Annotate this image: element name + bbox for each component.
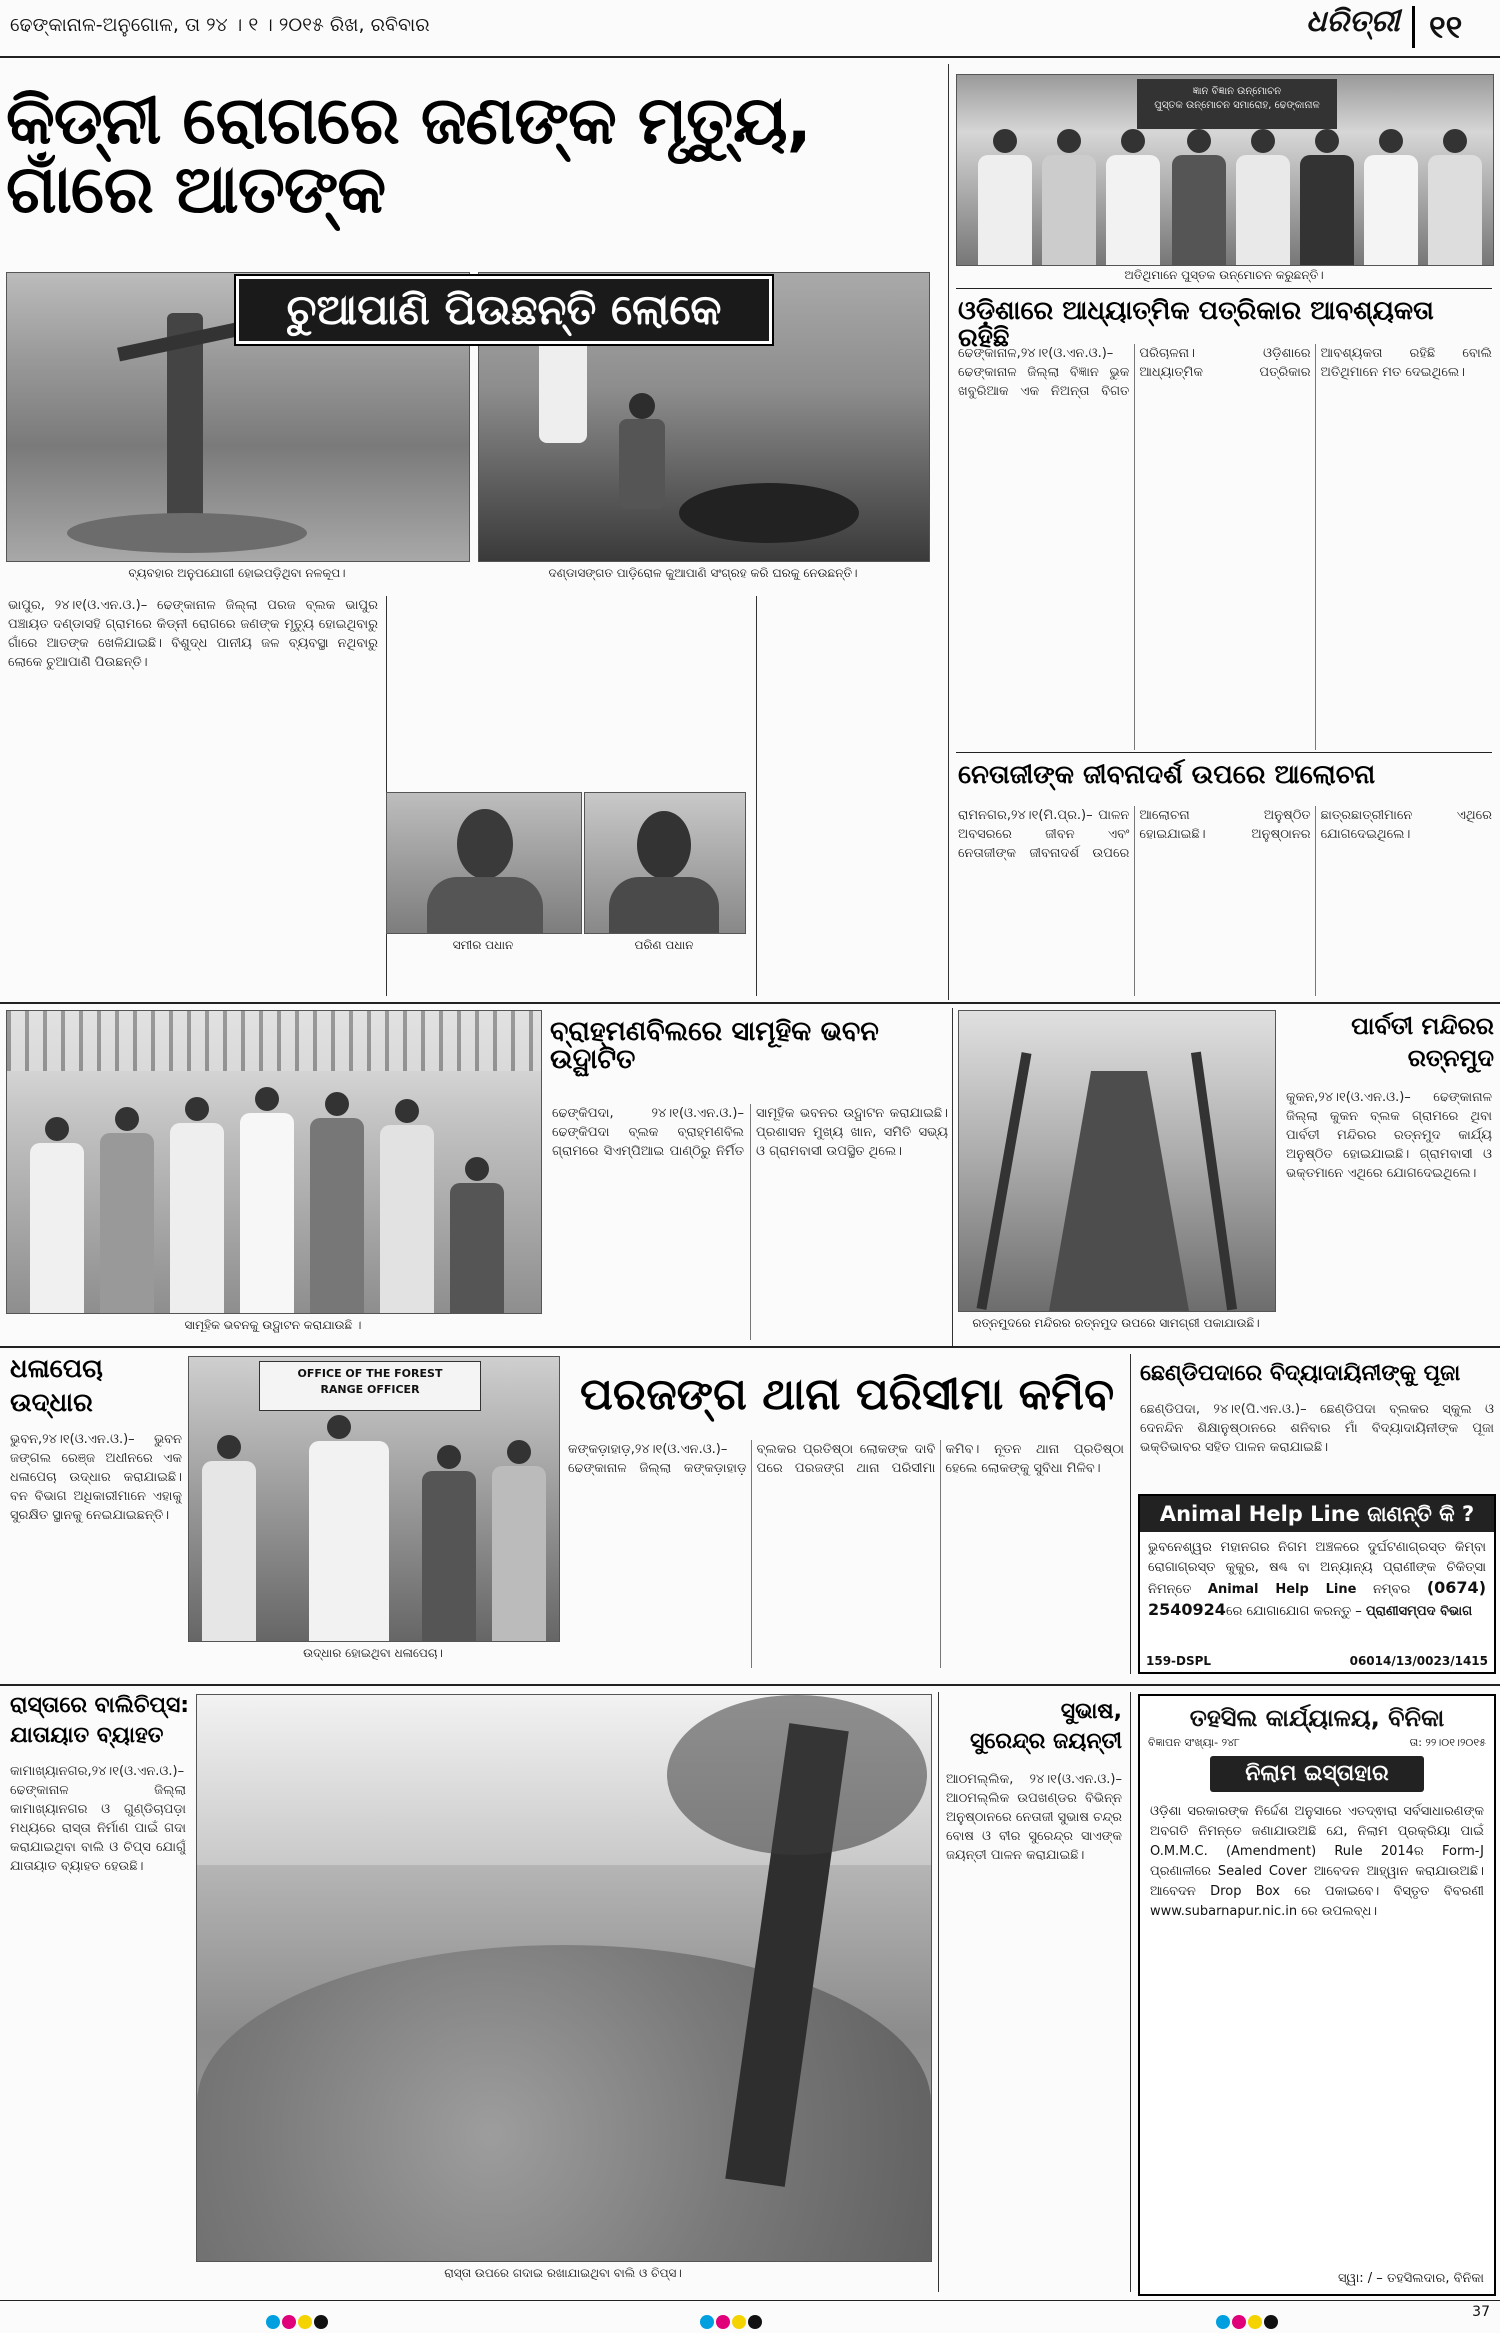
portrait-samir bbox=[386, 792, 582, 934]
lead-kicker-text: ଚୁଆପାଣି ପିଉଛନ୍ତି ଲୋକେ bbox=[286, 285, 722, 334]
community-hall-headline: ବ୍ରାହ୍ମଣବିଲରେ ସାମୂହିକ ଭବନ ଉଦ୍ଘାଟିତ bbox=[550, 1016, 879, 1076]
portrait-samir-caption: ସମୀର ପଧାନ bbox=[452, 938, 514, 952]
forest-office-caption: ଉଦ୍ଧାର ହୋଇଥିବା ଧଳାପେଚା। bbox=[303, 1646, 443, 1660]
road-body: କାମାଖ୍ୟାନଗର,୨୪।୧(ଓ.ଏନ.ଓ.)– ଢେଙ୍କାନାଳ ଜିଲ୍ଲା କାମାଖ୍ୟାନଗର ଓ ଗୁଣ୍ଡିଚାପଡ଼ା ମଧ୍ୟରେ ରାସ୍ତା ନିର୍ମାଣ ପାଇଁ ଗଦା କରାଯାଇଥିବା ବାଲି ଓ ଚିପ୍ସ ଯୋଗୁଁ ଯାତାୟାତ ବ୍ୟାହତ ହେଉଛି। bbox=[10, 1764, 186, 1874]
footer-page-number: 37 bbox=[1472, 2304, 1490, 2320]
turtle-headline-2: ଉଦ୍ଧାର bbox=[10, 1388, 93, 1418]
registration-marks-3 bbox=[1216, 2314, 1280, 2333]
page-number-badge bbox=[1412, 6, 1495, 48]
ad-code-right: 06014/13/0023/1415 bbox=[1349, 1654, 1488, 1668]
banner-line1: ଜ୍ଞାନ ବିଜ୍ଞାନ ଉନ୍ମୋଚନ bbox=[1192, 86, 1282, 97]
tender-title: ନିଲାମ ଇସ୍ତାହାର bbox=[1210, 1756, 1424, 1792]
netaji-body: ରାମନଗର,୨୪।୧(ମି.ପ୍ର.)– ପାଳନ ଅବସରରେ ଜୀବନ ଏବଂ ନେତାଜୀଙ୍କ ଜୀବନାଦର୍ଶ ଉପରେ ଆଲୋଚନା ଅନୁଷ୍ଠିତ ହୋଇଯାଇଛି। ଅନୁଷ୍ଠାନର ଛାତ୍ରଛାତ୍ରୀମାନେ ଏଥିରେ ଯୋଗଦେଇଥିଲେ। bbox=[958, 808, 1492, 861]
animal-helpline-text: ଭୁବନେଶ୍ୱର ମହାନଗର ନିଗମ ଅଞ୍ଚଳରେ ଦୁର୍ଘଟଣାଗ୍ରସ୍ତ କିମ୍ବା ରୋଗାଗ୍ରସ୍ତ କୁକୁର, ଷଣ୍ଢ ବା ଅନ୍ୟାନ୍ୟ ପ୍ରାଣୀଙ୍କ ଚିକିତ୍ସା ନିମନ୍ତେ Animal Help Line ନମ୍ବର (0674) 2540924ରେ ଯୋଗାଯୋଗ କରନ୍ତୁ – ପ୍ରାଣୀସମ୍ପଦ ବିଭାଗ bbox=[1148, 1540, 1486, 1619]
parbati-body: କୁକନ,୨୪।୧(ଓ.ଏନ.ଓ.)– ଢେଙ୍କାନାଳ ଜିଲ୍ଲା କୁକନ ବ୍ଲକ ଗ୍ରାମରେ ଥିବା ପାର୍ବତୀ ମନ୍ଦିରର ରତ୍ନମୁଦ କାର୍ଯ୍ୟ ଅନୁଷ୍ଠିତ ହୋଇଯାଇଛି। ଗ୍ରାମବାସୀ ଓ ଭକ୍ତମାନେ ଏଥିରେ ଯୋଗଦେଇଥିଲେ। bbox=[1286, 1090, 1492, 1181]
lead-body-col3 bbox=[764, 596, 944, 996]
registration-marks bbox=[266, 2314, 1266, 2332]
community-hall-body: ଢେଙ୍କିପଦା, ୨୪।୧(ଓ.ଏନ.ଓ.)– ଢେଙ୍କିପଦା ବ୍ଲକ ବ୍ରାହ୍ମଣବିଲ ଗ୍ରାମରେ ସିଏମ୍‌ପିଆଇ ପାଣ୍ଠିରୁ ନିର୍ମିତ ସାମୂହିକ ଭବନର ଉଦ୍ଘାଟନ କରାଯାଇଛି। ପ୍ରଶାସନ ମୁଖ୍ୟ ଖାନ, ସମିତି ସଭ୍ୟ ଓ ଗ୍ରାମବାସୀ ଉପସ୍ଥିତ ଥିଲେ। bbox=[552, 1106, 948, 1159]
tender-signature: ସ୍ୱା: / – ତହସିଲଦାର, ବିନିକା bbox=[1338, 2271, 1484, 2286]
tender-body: ଓଡ଼ିଶା ସରକାରଙ୍କ ନିର୍ଦ୍ଦେଶ ଅନୁସାରେ ଏତଦ୍ଵାରା ସର୍ବସାଧାରଣଙ୍କ ଅବଗତି ନିମନ୍ତେ ଜଣାଯାଉଅଛି ଯେ, ନିଲାମ ପ୍ରକ୍ରିୟା ପାଇଁ O.M.M.C. (Amendment) Rule 2014ର Form-J ପ୍ରଣାଳୀରେ Sealed Cover ଆବେଦନ ଆହ୍ୱାନ କରାଯାଉଅଛି। ଆବେଦନ Drop Box ରେ ପକାଇବେ। ବିସ୍ତୃତ ବିବରଣୀ www.subarnapur.nic.in ରେ ଉପଲବ୍ଧ। bbox=[1150, 1804, 1484, 1919]
dateline: ଢେଙ୍କାନାଳ-ଅନୁଗୋଳ, ତା ୨୪ । ୧ । ୨୦୧୫ ରିଖ, ରବିବାର bbox=[10, 14, 430, 36]
temple-caption: ରତ୍ନମୁଦରେ ମନ୍ଦିରର ରତ୍ନମୁଦ ଉପରେ ସାମଗ୍ରୀ ପକାଯାଉଛି। bbox=[972, 1316, 1260, 1330]
forest-office-sign bbox=[259, 1361, 481, 1411]
book-release-photo bbox=[956, 74, 1494, 266]
netaji-headline: ନେତାଜୀଙ୍କ ଜୀବନାଦର୍ଶ ଉପରେ ଆଲୋଚନା bbox=[958, 760, 1376, 790]
saraswati-headline: ଛେଣ୍ଡିପଦାରେ ବିଦ୍ୟାଦାୟିନୀଙ୍କୁ ପୂଜା bbox=[1140, 1361, 1461, 1386]
portrait-parin-caption: ପରିଣ ପଧାନ bbox=[634, 938, 694, 952]
animal-helpline-title: Animal Help Line ଜାଣନ୍ତି କି ? bbox=[1140, 1496, 1494, 1532]
subhash-headline-1: ସୁଭାଷ, bbox=[1060, 1699, 1122, 1724]
road-headline-1: ରାସ୍ତାରେ ବାଲିଚିପ୍ସ: bbox=[10, 1693, 190, 1718]
animal-helpline-signatory: ପ୍ରାଣୀସମ୍ପଦ ବିଭାଗ bbox=[1365, 1604, 1473, 1619]
police-body: କଙ୍କଡ଼ାହାଡ଼,୨୪।୧(ଓ.ଏନ.ଓ.)– ଢେଙ୍କାନାଳ ଜିଲ୍ଲା କଙ୍କଡ଼ାହାଡ଼ ବ୍ଲକର ପ୍ରତିଷ୍ଠା ଲୋକଙ୍କ ଦାବି ପରେ ପରଜଙ୍ଗ ଥାନା ପରିସୀମା କମିବ। ନୂତନ ଥାନା ପ୍ରତିଷ୍ଠା ହେଲେ ଲୋକଙ୍କୁ ସୁବିଧା ମିଳିବ। bbox=[568, 1442, 1124, 1476]
forest-sign-line1: OFFICE OF THE FOREST bbox=[297, 1367, 443, 1380]
ad-code-left: 159-DSPL bbox=[1146, 1654, 1212, 1668]
portrait-parin bbox=[584, 792, 746, 934]
masthead bbox=[0, 0, 1500, 56]
banner bbox=[1137, 79, 1337, 129]
lead-photo1-caption: ବ୍ୟବହାର ଅନୁପଯୋଗୀ ହୋଇପଡ଼ିଥିବା ନଳକୂପ। bbox=[128, 566, 346, 580]
parbati-headline-2: ରତ୍ନମୁଦ bbox=[1407, 1044, 1494, 1072]
page-number: ୧୧ bbox=[1429, 8, 1463, 46]
turtle-headline-1: ଧଳାପେଚା bbox=[10, 1354, 103, 1384]
animal-helpline-label: Animal Help Line bbox=[1207, 1582, 1357, 1597]
brand-logo: ଧରିତ୍ରୀ bbox=[1306, 4, 1400, 39]
lead-headline: କିଡ୍ନୀ ରୋଗରେ ଜଣଙ୍କ ମୃତ୍ୟୁ, ଗାଁରେ ଆତଙ୍କ bbox=[6, 82, 811, 229]
spiritual-body: ଢେଙ୍କାନାଳ,୨୪।୧(ଓ.ଏନ.ଓ.)– ଢେଙ୍କାନାଳ ଜିଲ୍ଲା ବିଜ୍ଞାନ ଭୁକ ଖବୁରିଆକ ଏକ ନିଅନ୍ତା ବିଗତ ପରିଚାଳନା। ଓଡ଼ିଶାରେ ଆଧ୍ୟାତ୍ମିକ ପତ୍ରିକାର ଆବଶ୍ୟକତା ରହିଛି ବୋଲି ଅତିଥିମାନେ ମତ ଦେଇଥିଲେ। bbox=[958, 346, 1492, 399]
banner-line2: ପୁସ୍ତକ ଉନ୍ମୋଚନ ସମାରୋହ, ଢେଙ୍କାନାଳ bbox=[1154, 100, 1320, 111]
road-headline-2: ଯାତାୟାତ ବ୍ୟାହତ bbox=[10, 1723, 164, 1748]
tender-notice-no: ବିଜ୍ଞାପନ ସଂଖ୍ୟା- ୨୪୮ bbox=[1148, 1736, 1240, 1749]
temple-photo bbox=[958, 1010, 1276, 1312]
parbati-headline-1: ପାର୍ବତୀ ମନ୍ଦିରର bbox=[1351, 1012, 1494, 1040]
lead-kicker bbox=[236, 276, 772, 344]
lead-body-col2 bbox=[394, 596, 754, 776]
forest-sign-line2: RANGE OFFICER bbox=[320, 1383, 420, 1396]
road-gravel-caption: ରାସ୍ତା ଉପରେ ଗଦାଇ ରଖାଯାଇଥିବା ବାଲି ଓ ଚିପ୍ସ। bbox=[444, 2266, 682, 2280]
lead-photo2-caption: ଦଣ୍ଡାସଙ୍ଗତ ପାଡ଼ିରୋଳ କୁଆପାଣି ସଂଗ୍ରହ କରି ଘରକୁ ନେଉଛନ୍ତି। bbox=[548, 566, 858, 580]
tender-office: ତହସିଲ କାର୍ଯ୍ୟାଳୟ, ବିନିକା bbox=[1189, 1704, 1445, 1732]
community-hall-caption: ସାମୂହିକ ଭବନକୁ ଉଦ୍ଘାଟନ କରାଯାଉଛି । bbox=[184, 1318, 362, 1332]
police-headline: ପରଜଙ୍ଗ ଥାନା ପରିସୀମା କମିବ bbox=[580, 1369, 1115, 1420]
tender-notice-date: ତା: ୨୨।୦୧।୨୦୧୫ bbox=[1409, 1736, 1486, 1749]
subhash-headline-2: ସୁରେନ୍ଦ୍ର ଜୟନ୍ତୀ bbox=[970, 1729, 1122, 1754]
turtle-body: ଭୁବନ,୨୪।୧(ଓ.ଏନ.ଓ.)– ଭୁବନ ଜଙ୍ଗଲ ରେଞ୍ଜ ଅଧୀନରେ ଏକ ଧଳାପେଚା ଉଦ୍ଧାର କରାଯାଇଛି। ବନ ବିଭାଗ ଅଧିକାରୀମାନେ ଏହାକୁ ସୁରକ୍ଷିତ ସ୍ଥାନକୁ ନେଇଯାଇଛନ୍ତି। bbox=[10, 1432, 182, 1523]
community-hall-photo bbox=[6, 1010, 542, 1314]
road-gravel-photo bbox=[196, 1694, 932, 2262]
tender-meta bbox=[1140, 1732, 1494, 1754]
animal-helpline-phone: (0674) 2540924 bbox=[1148, 1578, 1486, 1619]
lead-body: ଭାପୁର, ୨୪।୧(ଓ.ଏନ.ଓ.)– ଢେଙ୍କାନାଳ ଜିଲ୍ଲା ପରଜ ବ୍ଲକ ଭାପୁର ପଞ୍ଚାୟତ ଦଣ୍ଡାସହି ଗ୍ରାମରେ କିଡ୍ନୀ ରୋଗରେ ଜଣଙ୍କ ମୃତ୍ୟୁ ହୋଇଥିବାରୁ ଗାଁରେ ଆତଙ୍କ ଖେଳିଯାଇଛି। ବିଶୁଦ୍ଧ ପାନୀୟ ଜଳ ବ୍ୟବସ୍ଥା ନଥିବାରୁ ଲୋକେ ଚୁଆପାଣି ପିଉଛନ୍ତି। bbox=[8, 598, 378, 670]
subhash-body: ଆଠମଲ୍ଲିକ, ୨୪।୧(ଓ.ଏନ.ଓ.)– ଆଠମଲ୍ଲିକ ଉପଖଣ୍ଡର ବିଭିନ୍ନ ଅନୁଷ୍ଠାନରେ ନେତାଜୀ ସୁଭାଷ ଚନ୍ଦ୍ର ବୋଷ ଓ ବୀର ସୁରେନ୍ଦ୍ର ସାଏଙ୍କ ଜୟନ୍ତୀ ପାଳନ କରାଯାଇଛି। bbox=[946, 1772, 1122, 1863]
spiritual-headline: ଓଡ଼ିଶାରେ ଆଧ୍ୟାତ୍ମିକ ପତ୍ରିକାର ଆବଶ୍ୟକତା ରହିଛି bbox=[958, 296, 1434, 354]
book-release-caption: ଅତିଥିମାନେ ପୁସ୍ତକ ଉନ୍ମୋଚନ କରୁଛନ୍ତି। bbox=[1124, 268, 1324, 282]
registration-marks-2 bbox=[700, 2314, 764, 2333]
tender-notice bbox=[1138, 1694, 1496, 2296]
saraswati-body: ଛେଣ୍ଡିପଦା, ୨୪।୧(ପି.ଏନ.ଓ.)– ଛେଣ୍ଡିପଦା ବ୍ଲକର ସ୍କୁଲ ଓ ଦେନନ୍ଦିନ ଶିକ୍ଷାନୁଷ୍ଠାନରେ ଶନିବାର ମାଁ ବିଦ୍ୟାଦାୟିନୀଙ୍କ ପୂଜା ଭକ୍ତିଭାବର ସହିତ ପାଳନ କରାଯାଇଛି। bbox=[1140, 1402, 1494, 1455]
forest-office-photo bbox=[188, 1356, 560, 1642]
animal-helpline-ad bbox=[1138, 1494, 1496, 1674]
